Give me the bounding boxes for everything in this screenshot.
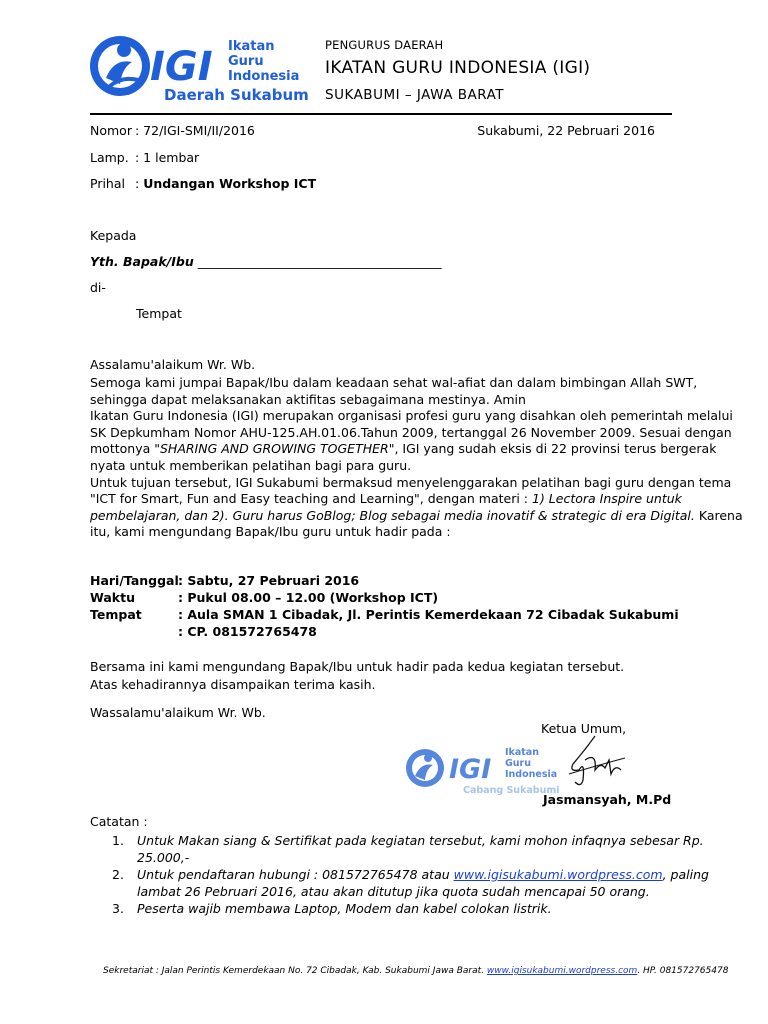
org-small: PENGURUS DAERAH xyxy=(325,38,444,52)
logo-line2: Guru xyxy=(228,54,264,69)
signature-scribble xyxy=(555,730,630,790)
header-divider xyxy=(90,113,672,115)
recipient-line: Yth. Bapak/Ibu _______________________________________ xyxy=(90,254,442,269)
svg-text:Guru: Guru xyxy=(505,758,532,769)
svg-text:Ikatan: Ikatan xyxy=(505,747,539,758)
nomor-label: Nomor xyxy=(90,123,132,138)
letter-date: Sukabumi, 22 Pebruari 2016 xyxy=(477,123,655,138)
footer-address: Sekretariat : Jalan Perintis Kemerdekaan No. 72 Cibadak, Kab. Sukabumi Jawa Barat. www.igisukabumi.wordpress.com. HP. 081572765478 xyxy=(103,966,729,976)
notes-list: 1. Untuk Makan siang & Sertifikat pada kegiatan tersebut, kami mohon infaqnya sebesar Rp. 25.000,- 2. Untuk pendaftaran hubungi : 081572765478 atau www.igisukabumi.wordpress.com, paling lambat 26 Pebruari 2016, atau akan ditutup jika quota sudah mencapai 50 orang. 3. Peserta wajib membawa Laptop, Modem dan kabel colokan listrik. xyxy=(112,833,709,916)
prihal-value: : Undangan Workshop ICT xyxy=(135,176,317,191)
logo-line1: Ikatan xyxy=(228,39,275,54)
stamp-logo xyxy=(403,740,563,798)
lamp-label: Lamp. xyxy=(90,150,129,165)
registration-link[interactable]: www.igisukabumi.wordpress.com xyxy=(453,867,663,882)
org-region: SUKABUMI – JAWA BARAT xyxy=(325,87,505,103)
svg-text:IGI: IGI xyxy=(449,754,492,785)
signature-name: Jasmansyah, M.Pd xyxy=(543,792,672,807)
kepada: Kepada xyxy=(90,228,137,243)
di-label: di- xyxy=(90,280,106,295)
svg-text:Cabang Sukabumi: Cabang Sukabumi xyxy=(463,785,560,796)
lamp-value: : 1 lembar xyxy=(135,150,200,165)
igi-logo xyxy=(88,28,308,108)
logo-abbr: IGI xyxy=(150,44,213,90)
schedule-table: Hari/Tanggal : Sabtu, 27 Pebruari 2016 Waktu : Pukul 08.00 – 12.00 (Workshop ICT) Tempat : Aula SMAN 1 Cibadak, Jl. Perintis Kemerdekaan 72 Cibadak Sukabumi : CP. 081572765478 xyxy=(90,573,679,639)
nomor-value: : 72/IGI-SMI/II/2016 xyxy=(135,123,255,138)
logo-region: Daerah Sukabumi xyxy=(164,86,308,104)
svg-text:Indonesia: Indonesia xyxy=(505,769,558,780)
org-name: IKATAN GURU INDONESIA (IGI) xyxy=(325,58,591,78)
tempat-label: Tempat xyxy=(136,306,182,321)
logo-line3: Indonesia xyxy=(228,69,300,84)
signature-role: Ketua Umum, xyxy=(541,721,627,736)
greeting: Assalamu'alaikum Wr. Wb. xyxy=(90,357,256,372)
closing-line-2: Atas kehadirannya disampaikan terima kasih. xyxy=(90,677,376,692)
closing-salam: Wassalamu'alaikum Wr. Wb. xyxy=(90,705,266,720)
closing-line-1: Bersama ini kami mengundang Bapak/Ibu untuk hadir pada kedua kegiatan tersebut. xyxy=(90,659,625,674)
paragraph-1: Semoga kami jumpai Bapak/Ibu dalam keadaan sehat wal-afiat dan dalam bimbingan Allah SWT, sehingga dapat melaksanakan aktifitas sebagaimana mestinya. Amin Ikatan Guru Indonesia (IGI) merupakan organisasi profesi guru yang disahkan oleh pemerintah melalui SK Depkumham Nomor AHU-125.AH.01.06.Tahun 2009, tertanggal 26 November 2009. Sesuai dengan mottonya "SHARING AND GROWING TOGETHER", IGI yang sudah eksis di 22 provinsi terus bergerak nyata untuk memberikan pelatihan bagi para guru. Untuk tujuan tersebut, IGI Sukabumi bermaksud menyelenggarakan pelatihan bagi guru dengan tema "ICT for Smart, Fun and Easy teaching and Learning", dengan materi : 1) Lectora Inspire untuk pembelajaran, dan 2). Guru harus GoBlog; Blog sebagai media inovatif & strategic di era Digital. Karena itu, kami mengundang Bapak/Ibu guru untuk hadir pada : xyxy=(90,375,743,540)
footer-link[interactable]: www.igisukabumi.wordpress.com xyxy=(486,966,638,976)
prihal-label: Prihal xyxy=(90,176,125,191)
notes-title: Catatan : xyxy=(90,814,148,829)
